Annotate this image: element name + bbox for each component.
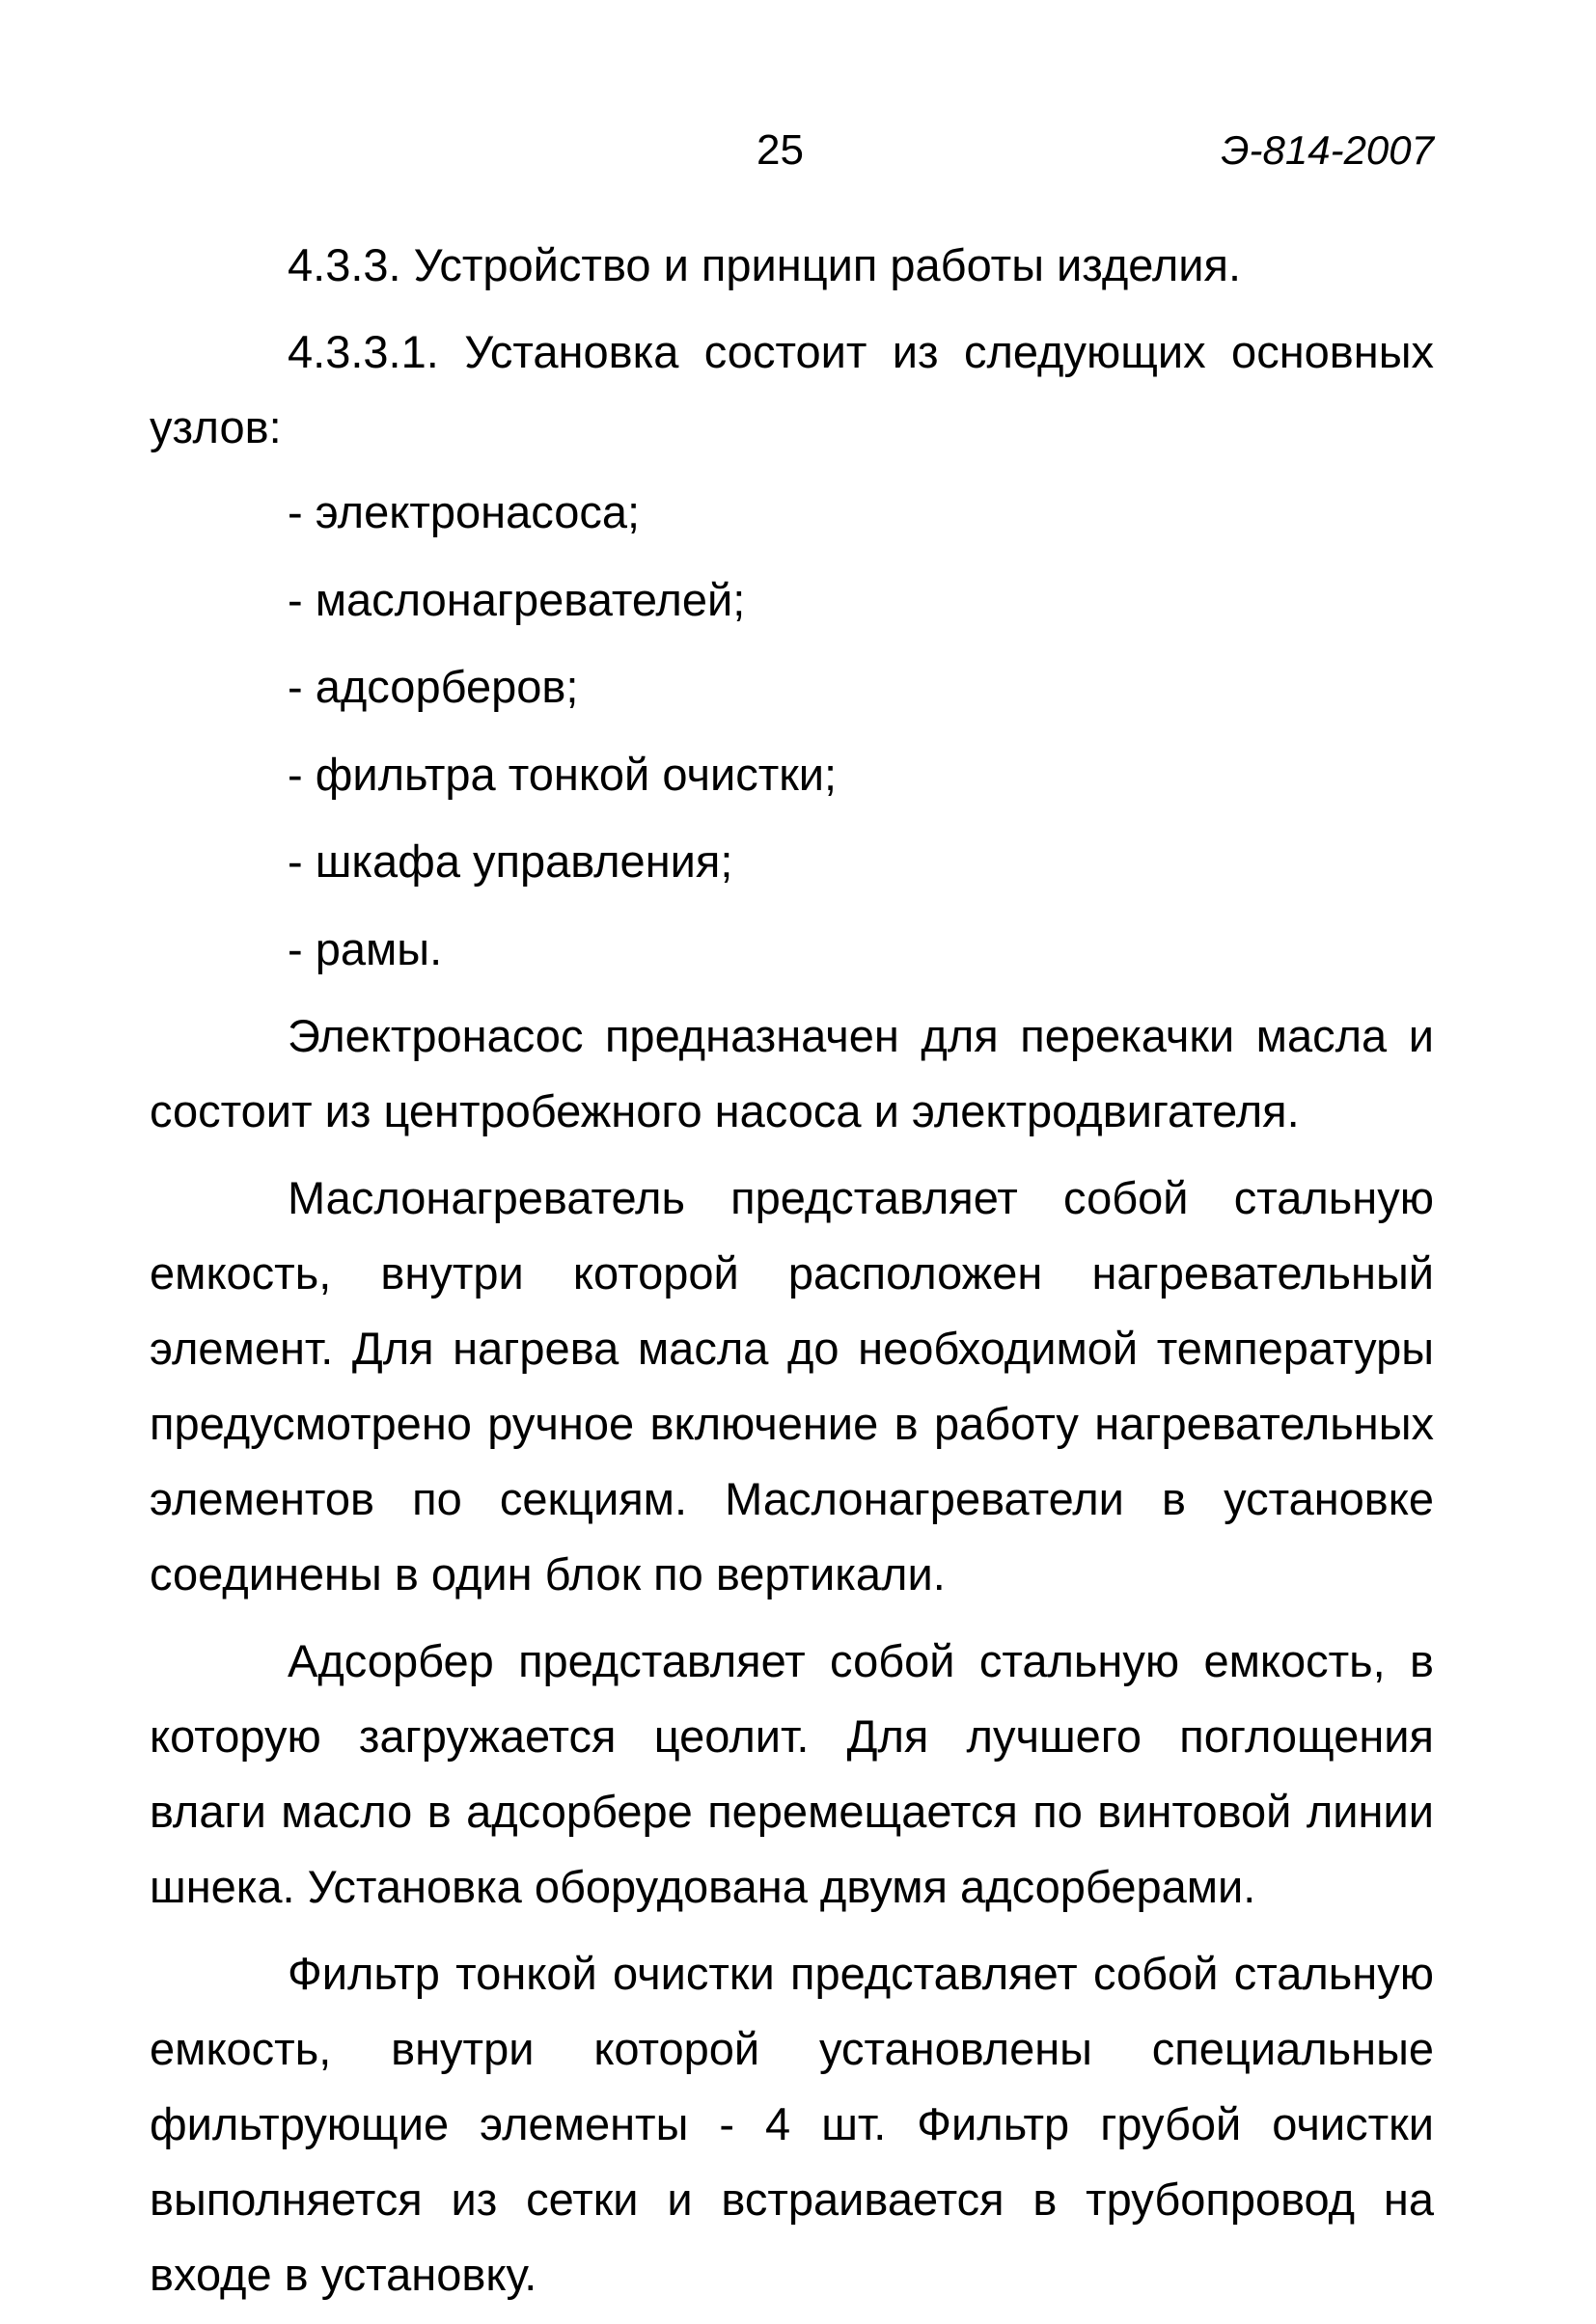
list-item: - шкафа управления;: [288, 835, 733, 887]
list-item: - электронасоса;: [288, 486, 641, 537]
document-code: Э-814-2007: [1221, 127, 1434, 173]
components-list: [150, 475, 1434, 987]
list-item: - фильтра тонкой очистки;: [288, 748, 838, 800]
section-heading: 4.3.3. Устройство и принцип работы изделия.: [288, 239, 1242, 290]
list-item: - рамы.: [288, 922, 443, 974]
paragraph-pump: Электронасос предназначен для перекачки масла и состоит из центробежного насоса и электродвигателя.: [150, 1010, 1434, 1136]
components-intro: 4.3.3.1. Установка состоит из следующих основных узлов:: [150, 326, 1434, 452]
paragraph-adsorber: Адсорбер представляет собой стальную емкость, в которую загружается цеолит. Для лучшего поглощения влаги масло в адсорбере перемещается по винтовой линии шнека. Установка оборудована двумя адсорберами.: [150, 1635, 1434, 1912]
list-item: - маслонагревателей;: [288, 573, 746, 625]
page-content: [150, 228, 1434, 2324]
page-number: 25: [757, 126, 804, 174]
paragraph-fine-filter: Фильтр тонкой очистки представляет собой стальную емкость, внутри которой установлены специальные фильтрующие элементы - 4 шт. Фильтр грубой очистки выполняется из сетки и встраивается в трубопровод на входе в установку.: [150, 1948, 1434, 2300]
paragraph-oil-heater: Маслонагреватель представляет собой стальную емкость, внутри которой расположен нагревательный элемент. Для нагрева масла до необходимой температуры предусмотрено ручное включение в работу нагревательных элементов по секциям. Маслонагреватели в установке соединены в один блок по вертикали.: [150, 1172, 1434, 1599]
list-item: - адсорберов;: [288, 661, 579, 712]
